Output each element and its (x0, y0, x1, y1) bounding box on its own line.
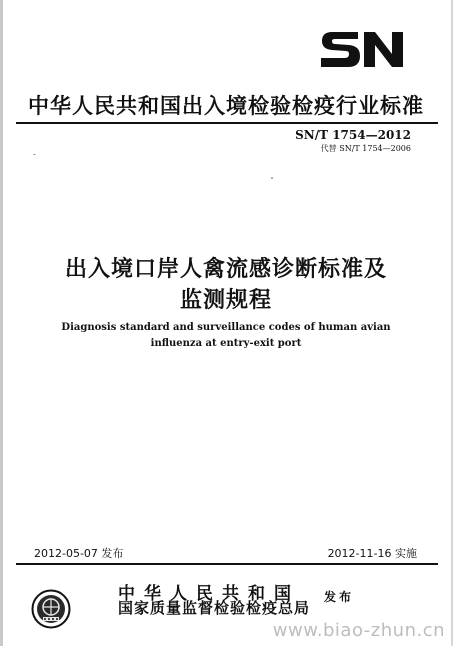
header-title: 中华人民共和国出入境检验检疫行业标准 (28, 94, 424, 118)
english-title-line1: Diagnosis standard and surveillance codes of human avian (61, 322, 391, 333)
footer-divider (16, 563, 438, 565)
scan-speck (271, 177, 273, 179)
header-divider (16, 122, 438, 124)
seal-icon (31, 589, 71, 629)
implementation-date: 2012-11-16 实施 (327, 547, 417, 560)
document-title-line1: 出入境口岸人禽流感诊断标准及 (64, 257, 387, 282)
issuing-org-line2: 国家质量监督检验检疫总局 (118, 599, 311, 617)
sn-logo (318, 26, 406, 72)
scan-speck (33, 154, 36, 155)
issue-label: 发布 (324, 590, 355, 604)
standard-number: SN/T 1754—2012 (295, 128, 411, 142)
site-watermark: www.biao-zhun.cn (272, 620, 445, 641)
document-title-line2: 监测规程 (179, 288, 272, 313)
scan-edge-left (0, 0, 3, 646)
issuing-org-line1: 中华人民共和国 (118, 584, 300, 604)
english-title-line2: influenza at entry-exit port (150, 338, 302, 349)
issue-date: 2012-05-07 发布 (34, 547, 124, 560)
replaces-standard: 代替 SN/T 1754—2006 (320, 144, 411, 153)
